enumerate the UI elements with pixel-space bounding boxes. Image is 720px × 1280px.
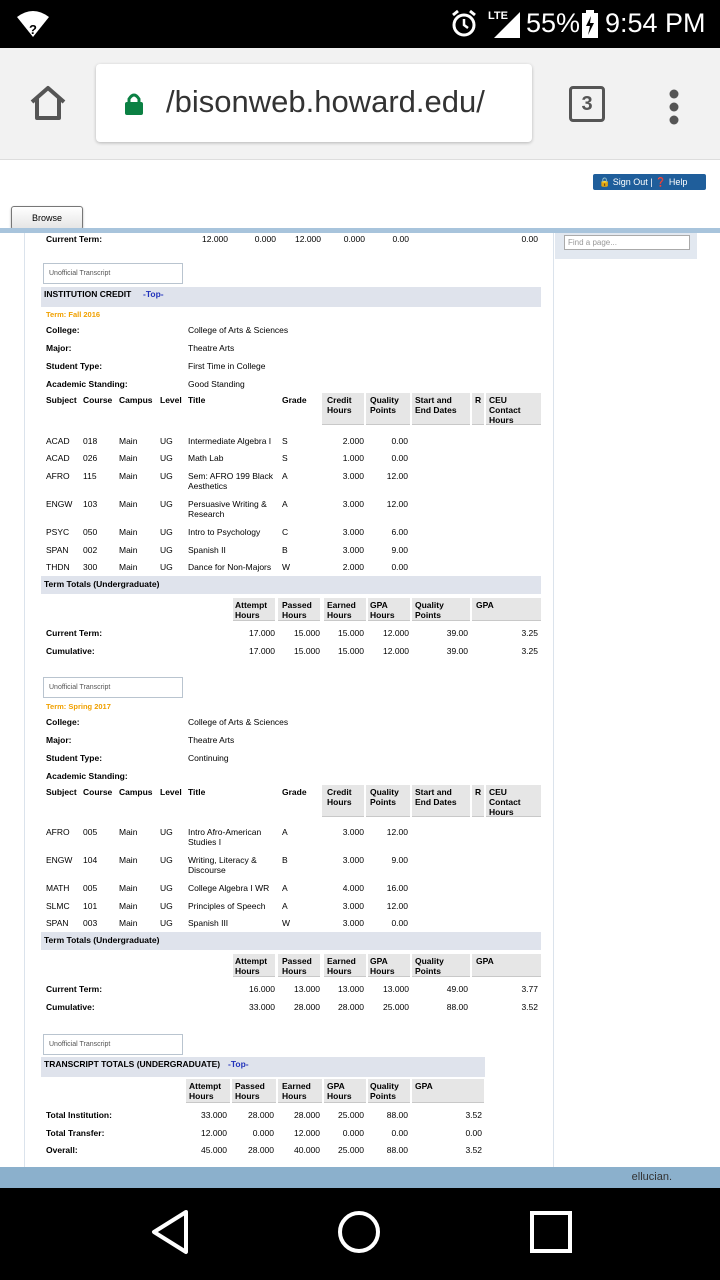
course-grade: A xyxy=(282,499,288,509)
course-quality: 0.00 xyxy=(391,562,408,572)
column-header: CEU xyxy=(489,395,507,405)
course-grade: B xyxy=(282,545,288,555)
totals-header: Hours xyxy=(327,1091,352,1101)
field-label: Student Type: xyxy=(46,361,103,371)
column-header: Hours xyxy=(327,405,352,415)
course-title: Spanish II xyxy=(188,545,226,555)
course-number: 002 xyxy=(83,545,98,555)
value-cell: 0.000 xyxy=(343,234,365,244)
course-credit: 4.000 xyxy=(342,883,364,893)
column-header: Campus xyxy=(119,395,153,405)
top-link[interactable]: -Top- xyxy=(228,1059,249,1069)
course-level: UG xyxy=(160,436,173,446)
column-header: Start and xyxy=(415,787,452,797)
ellucian-logo: ellucian. xyxy=(631,1171,672,1183)
column-header: Title xyxy=(188,787,206,797)
web-page xyxy=(0,161,720,1167)
course-quality: 12.00 xyxy=(386,499,408,509)
totals-header: Hours xyxy=(235,610,260,620)
totals-header: Attempt xyxy=(189,1081,222,1091)
course-number: 026 xyxy=(83,453,98,463)
course-title: Sem: AFRO 199 Black xyxy=(188,471,274,481)
totals-row-label: Overall: xyxy=(46,1145,78,1155)
help-icon: ❓ xyxy=(655,177,667,187)
field-value: Continuing xyxy=(188,753,229,763)
course-quality: 12.00 xyxy=(386,901,408,911)
course-credit: 3.000 xyxy=(342,827,364,837)
column-header: Hours xyxy=(489,415,514,425)
totals-header: GPA xyxy=(476,600,494,610)
gpa-hours: 12.000 xyxy=(383,646,409,656)
current-term-label: Current Term: xyxy=(46,234,103,244)
find-page-input[interactable]: Find a page... xyxy=(564,235,690,250)
totals-row-label: Total Institution: xyxy=(46,1110,112,1120)
column-header: Start and xyxy=(415,395,452,405)
course-level: UG xyxy=(160,918,173,928)
gpa-hours: 25.000 xyxy=(383,1002,409,1012)
course-quality: 0.00 xyxy=(391,436,408,446)
course-credit: 3.000 xyxy=(342,855,364,865)
status-bar xyxy=(0,0,720,48)
course-grade: A xyxy=(282,883,288,893)
course-subject: ENGW xyxy=(46,855,73,865)
gpa-value: 3.52 xyxy=(465,1145,482,1155)
totals-header: Quality xyxy=(415,600,444,610)
course-subject: AFRO xyxy=(46,827,70,837)
course-grade: B xyxy=(282,855,288,865)
totals-header: Hours xyxy=(370,966,395,976)
totals-row-label: Current Term: xyxy=(46,984,103,994)
course-number: 103 xyxy=(83,499,98,509)
course-campus: Main xyxy=(119,453,138,463)
column-header: Title xyxy=(188,395,206,405)
field-label: Academic Standing: xyxy=(46,771,128,781)
passed-hours: 0.000 xyxy=(252,1127,274,1138)
course-grade: W xyxy=(282,918,291,928)
field-value: Good Standing xyxy=(188,379,245,389)
course-title: Spanish III xyxy=(188,918,229,928)
course-credit: 3.000 xyxy=(342,545,364,555)
course-level: UG xyxy=(160,883,173,893)
gpa-hours: 13.000 xyxy=(383,984,409,994)
course-level: UG xyxy=(160,499,173,509)
attempt-hours: 45.000 xyxy=(201,1145,227,1155)
course-level: UG xyxy=(160,827,173,837)
passed-hours: 28.000 xyxy=(294,1002,320,1012)
course-quality: 9.00 xyxy=(391,545,408,555)
course-subject: AFRO xyxy=(46,471,70,481)
column-header: Course xyxy=(83,787,113,797)
totals-header: GPA xyxy=(476,956,494,966)
totals-header: GPA xyxy=(370,956,388,966)
course-title: Dance for Non-Majors xyxy=(188,562,272,572)
quality-points: 49.00 xyxy=(446,984,468,994)
course-credit: 3.000 xyxy=(342,471,364,481)
quality-points: 39.00 xyxy=(446,628,468,638)
passed-hours: 13.000 xyxy=(294,984,320,994)
value-cell: 0.00 xyxy=(392,234,409,244)
wifi-icon xyxy=(16,10,50,38)
value-cell: 12.000 xyxy=(295,234,321,244)
course-level: UG xyxy=(160,901,173,911)
totals-header: Hours xyxy=(327,966,352,976)
course-credit: 3.000 xyxy=(342,901,364,911)
column-header: Subject xyxy=(46,395,77,405)
browse-button[interactable]: Browse xyxy=(11,206,83,230)
android-nav-bar xyxy=(0,1188,720,1280)
course-subject: MATH xyxy=(46,883,70,893)
column-header: Quality xyxy=(370,787,399,797)
course-campus: Main xyxy=(119,901,138,911)
column-header: Contact xyxy=(489,405,521,415)
term-totals-label: Term Totals (Undergraduate) xyxy=(44,935,160,945)
totals-header: Hours xyxy=(282,610,307,620)
value-cell: 12.000 xyxy=(202,234,228,244)
gpa-hours: 12.000 xyxy=(383,628,409,638)
column-header: Hours xyxy=(327,797,352,807)
course-grade: C xyxy=(282,527,289,537)
course-credit: 3.000 xyxy=(342,918,364,928)
course-title-cont: Studies I xyxy=(188,837,222,847)
term-label: Term: Spring 2017 xyxy=(46,702,111,711)
course-number: 115 xyxy=(83,471,97,481)
field-value: College of Arts & Sciences xyxy=(188,717,289,727)
totals-header: Hours xyxy=(235,1091,260,1101)
course-subject: ENGW xyxy=(46,499,73,509)
totals-header: Passed xyxy=(282,600,312,610)
column-header: Course xyxy=(83,395,113,405)
help-link[interactable]: Help xyxy=(668,177,688,187)
totals-row-label: Total Transfer: xyxy=(46,1127,105,1138)
course-quality: 9.00 xyxy=(391,855,408,865)
totals-header: Attempt xyxy=(235,600,268,610)
totals-header: Passed xyxy=(282,956,312,966)
totals-header: Earned xyxy=(282,1081,311,1091)
gpa-hours: 25.000 xyxy=(338,1110,364,1120)
attempt-hours: 33.000 xyxy=(249,1002,275,1012)
value-cell: 0.00 xyxy=(521,234,538,244)
column-header: Level xyxy=(160,787,182,797)
course-title-cont: Aesthetics xyxy=(188,481,228,491)
institution-credit-title: INSTITUTION CREDIT xyxy=(44,289,132,299)
course-title: Intermediate Algebra I xyxy=(188,436,272,446)
clock: 9:54 PM xyxy=(605,8,706,38)
course-credit: 3.000 xyxy=(342,499,364,509)
course-number: 005 xyxy=(83,883,98,893)
svg-text:?: ? xyxy=(29,22,37,37)
quality-points: 88.00 xyxy=(386,1145,408,1155)
recents-icon[interactable] xyxy=(528,1208,574,1256)
earned-hours: 28.000 xyxy=(338,1002,364,1012)
course-title: Math Lab xyxy=(188,453,224,463)
course-campus: Main xyxy=(119,499,138,509)
totals-header: Hours xyxy=(282,1091,307,1101)
totals-header: GPA xyxy=(370,600,388,610)
totals-header: Quality xyxy=(415,956,444,966)
attempt-hours: 17.000 xyxy=(249,628,275,638)
course-title: Intro to Psychology xyxy=(188,527,261,537)
course-campus: Main xyxy=(119,827,138,837)
course-campus: Main xyxy=(119,855,138,865)
course-campus: Main xyxy=(119,436,138,446)
course-level: UG xyxy=(160,562,173,572)
field-value: First Time in College xyxy=(188,361,266,371)
url-text[interactable]: /bisonweb.howard.edu/ xyxy=(166,84,485,119)
course-title: College Algebra I WR xyxy=(188,883,270,893)
course-level: UG xyxy=(160,527,173,537)
column-header: Points xyxy=(370,797,396,807)
course-number: 018 xyxy=(83,436,98,446)
column-header: Grade xyxy=(282,395,307,405)
course-credit: 3.000 xyxy=(342,527,364,537)
battery-charging-icon xyxy=(582,10,598,38)
course-credit: 1.000 xyxy=(342,453,364,463)
course-subject: THDN xyxy=(46,562,70,572)
course-campus: Main xyxy=(119,562,138,572)
totals-header: Hours xyxy=(282,966,307,976)
course-title-cont: Research xyxy=(188,509,225,519)
course-title: Intro Afro-American xyxy=(188,827,262,837)
course-number: 101 xyxy=(83,901,98,911)
course-number: 005 xyxy=(83,827,98,837)
totals-header: Hours xyxy=(189,1091,214,1101)
column-header: R xyxy=(475,787,482,797)
totals-header: Attempt xyxy=(235,956,268,966)
value-cell: 0.000 xyxy=(254,234,276,244)
field-label: College: xyxy=(46,717,80,727)
totals-header: GPA xyxy=(327,1081,345,1091)
field-value: College of Arts & Sciences xyxy=(188,325,289,335)
quality-points: 88.00 xyxy=(446,1002,468,1012)
lte-label: LTE xyxy=(488,10,508,22)
quality-points: 39.00 xyxy=(446,646,468,656)
course-quality: 12.00 xyxy=(386,471,408,481)
field-value: Theatre Arts xyxy=(188,735,235,745)
totals-row-label: Cumulative: xyxy=(46,646,95,656)
field-value: Theatre Arts xyxy=(188,343,235,353)
attempt-hours: 17.000 xyxy=(249,646,275,656)
totals-header: Hours xyxy=(370,610,395,620)
gpa-value: 0.00 xyxy=(465,1127,482,1138)
course-title: Persuasive Writing & xyxy=(188,499,267,509)
column-header: End Dates xyxy=(415,797,457,807)
lock-icon xyxy=(124,92,144,116)
overflow-menu-icon[interactable] xyxy=(668,88,680,126)
course-grade: S xyxy=(282,436,288,446)
gpa-value: 3.77 xyxy=(521,984,538,994)
tab-switcher-button[interactable]: 3 xyxy=(569,86,605,122)
earned-hours: 28.000 xyxy=(294,1110,320,1120)
gpa-value: 3.52 xyxy=(521,1002,538,1012)
course-campus: Main xyxy=(119,918,138,928)
totals-header: Quality xyxy=(370,1081,399,1091)
course-number: 050 xyxy=(83,527,98,537)
course-campus: Main xyxy=(119,471,138,481)
course-campus: Main xyxy=(119,527,138,537)
totals-header: Points xyxy=(415,966,441,976)
course-subject: PSYC xyxy=(46,527,70,537)
course-credit: 2.000 xyxy=(342,436,364,446)
browser-toolbar xyxy=(0,48,720,160)
totals-header: Hours xyxy=(327,610,352,620)
course-subject: ACAD xyxy=(46,436,70,446)
column-header: Subject xyxy=(46,787,77,797)
lock-icon: 🔒 xyxy=(599,177,611,187)
totals-header: Points xyxy=(370,1091,396,1101)
column-header: Credit xyxy=(327,395,352,405)
link-separator: | xyxy=(650,177,653,187)
column-header: Level xyxy=(160,395,182,405)
course-campus: Main xyxy=(119,545,138,555)
course-credit: 2.000 xyxy=(342,562,364,572)
course-level: UG xyxy=(160,545,173,555)
field-label: Academic Standing: xyxy=(46,379,128,389)
attempt-hours: 12.000 xyxy=(201,1127,227,1138)
passed-hours: 15.000 xyxy=(294,646,320,656)
course-grade: A xyxy=(282,901,288,911)
term-label: Term: Fall 2016 xyxy=(46,310,101,319)
course-subject: ACAD xyxy=(46,453,70,463)
earned-hours: 15.000 xyxy=(338,628,364,638)
term-totals-label: Term Totals (Undergraduate) xyxy=(44,579,160,589)
unofficial-transcript-box: Unofficial Transcript xyxy=(43,1034,183,1055)
totals-header: Points xyxy=(415,610,441,620)
totals-header: Earned xyxy=(327,956,356,966)
course-number: 003 xyxy=(83,918,98,928)
attempt-hours: 33.000 xyxy=(201,1110,227,1120)
earned-hours: 12.000 xyxy=(294,1127,320,1138)
course-grade: W xyxy=(282,562,291,572)
column-header: CEU xyxy=(489,787,507,797)
course-subject: SPAN xyxy=(46,918,69,928)
column-header: End Dates xyxy=(415,405,457,415)
sign-out-link[interactable]: Sign Out xyxy=(612,177,648,187)
field-label: College: xyxy=(46,325,80,335)
column-header: Quality xyxy=(370,395,399,405)
attempt-hours: 16.000 xyxy=(249,984,275,994)
totals-row-label: Cumulative: xyxy=(46,1002,95,1012)
course-title-cont: Discourse xyxy=(188,865,226,875)
column-header: Credit xyxy=(327,787,352,797)
footer-bar xyxy=(0,1167,720,1188)
address-bar[interactable] xyxy=(96,64,532,142)
column-header: Hours xyxy=(489,807,514,817)
signal-icon xyxy=(492,12,522,40)
course-quality: 0.00 xyxy=(391,918,408,928)
gpa-value: 3.52 xyxy=(465,1110,482,1120)
totals-row-label: Current Term: xyxy=(46,628,103,638)
course-title: Principles of Speech xyxy=(188,901,266,911)
quality-points: 0.00 xyxy=(391,1127,408,1138)
course-quality: 6.00 xyxy=(391,527,408,537)
totals-header: GPA xyxy=(415,1081,433,1091)
passed-hours: 28.000 xyxy=(248,1145,274,1155)
earned-hours: 13.000 xyxy=(338,984,364,994)
course-grade: A xyxy=(282,827,288,837)
course-subject: SPAN xyxy=(46,545,69,555)
course-title: Writing, Literacy & xyxy=(188,855,257,865)
gpa-value: 3.25 xyxy=(521,646,538,656)
course-level: UG xyxy=(160,471,173,481)
column-header: Points xyxy=(370,405,396,415)
course-quality: 0.00 xyxy=(391,453,408,463)
quality-points: 88.00 xyxy=(386,1110,408,1120)
transcript-totals-title: TRANSCRIPT TOTALS (UNDERGRADUATE) xyxy=(44,1059,221,1069)
field-label: Major: xyxy=(46,343,72,353)
column-header: R xyxy=(475,395,482,405)
gpa-hours: 25.000 xyxy=(338,1145,364,1155)
column-header: Contact xyxy=(489,797,521,807)
passed-hours: 28.000 xyxy=(248,1110,274,1120)
gpa-value: 3.25 xyxy=(521,628,538,638)
field-label: Student Type: xyxy=(46,753,103,763)
course-level: UG xyxy=(160,453,173,463)
gpa-hours: 0.000 xyxy=(342,1127,364,1138)
course-grade: A xyxy=(282,471,288,481)
unofficial-transcript-box: Unofficial Transcript xyxy=(43,677,183,698)
earned-hours: 15.000 xyxy=(338,646,364,656)
totals-header: Earned xyxy=(327,600,356,610)
totals-header: Hours xyxy=(235,966,260,976)
home-icon[interactable] xyxy=(28,84,68,122)
battery-percent: 55% xyxy=(526,8,581,38)
course-subject: SLMC xyxy=(46,901,70,911)
unofficial-transcript-box: Unofficial Transcript xyxy=(43,263,183,284)
passed-hours: 15.000 xyxy=(294,628,320,638)
top-link[interactable]: -Top- xyxy=(143,289,164,299)
header-links xyxy=(593,174,706,190)
alarm-icon xyxy=(450,9,478,39)
course-number: 300 xyxy=(83,562,98,572)
course-grade: S xyxy=(282,453,288,463)
column-header: Grade xyxy=(282,787,307,797)
earned-hours: 40.000 xyxy=(294,1145,320,1155)
course-number: 104 xyxy=(83,855,98,865)
home-circle-icon[interactable] xyxy=(336,1208,382,1256)
totals-header: Passed xyxy=(235,1081,265,1091)
transcript-content xyxy=(24,233,554,1167)
course-quality: 12.00 xyxy=(386,827,408,837)
course-campus: Main xyxy=(119,883,138,893)
course-quality: 16.00 xyxy=(386,883,408,893)
field-label: Major: xyxy=(46,735,72,745)
course-level: UG xyxy=(160,855,173,865)
back-icon[interactable] xyxy=(148,1208,192,1256)
column-header: Campus xyxy=(119,787,153,797)
